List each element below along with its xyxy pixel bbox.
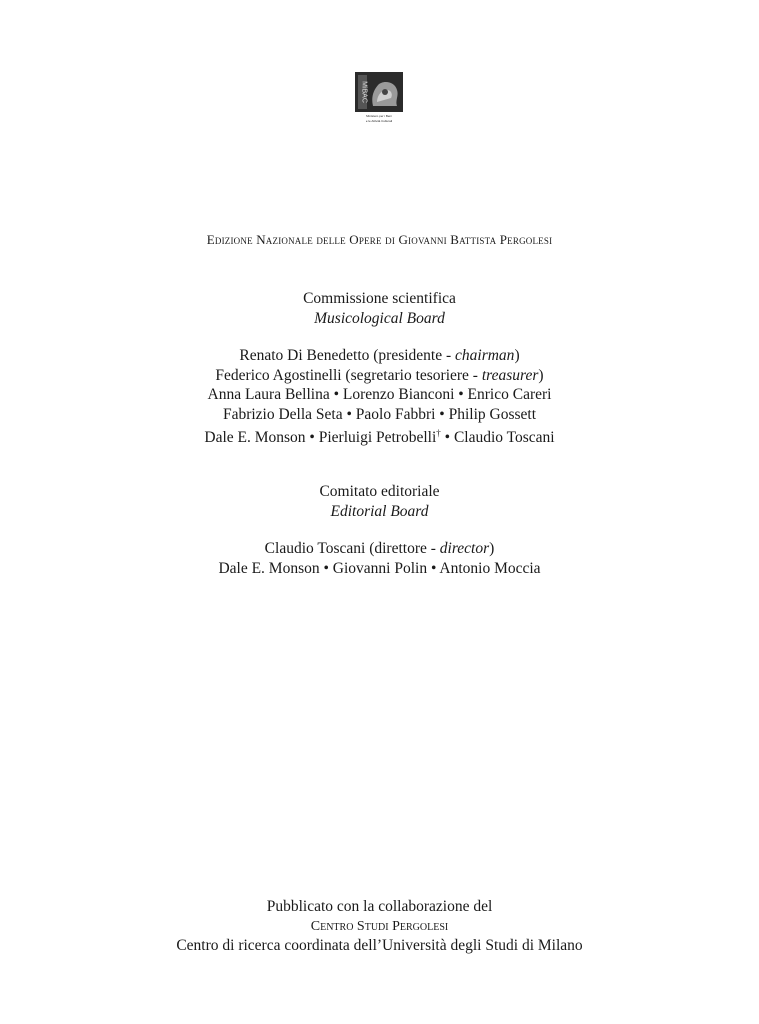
publisher-line-2: Centro Studi Pergolesi [310, 918, 449, 934]
members-line-2: Fabrizio Della Seta • Paolo Fabbri • Philip Gossett [222, 405, 537, 423]
logo-text: MiBAC [360, 81, 368, 103]
chair-role: chairman [455, 347, 515, 364]
series-title: Edizione Nazionale delle Opere di Giovanni Battista Pergolesi [206, 232, 553, 247]
members-line-3a: Dale E. Monson • Pierluigi Petrobelli [204, 429, 437, 447]
chair-close: ) [514, 347, 520, 364]
director-line [0, 539, 759, 559]
chair-line [0, 346, 759, 366]
editorial-board-members [0, 539, 759, 578]
editorial-board-subtitle: Editorial Board [330, 502, 429, 520]
logo-caption-line2: e le Attività Culturali [365, 119, 393, 123]
editorial-board-title: Comitato editoriale [319, 483, 440, 500]
publisher-block [0, 897, 759, 956]
chair-name: Renato Di Benedetto (presidente - [239, 347, 456, 364]
members-line-3 [0, 424, 759, 448]
scientific-board-members [0, 346, 759, 448]
editorial-board-heading [0, 482, 759, 521]
treasurer-role: treasurer [481, 366, 539, 384]
logo-caption-line1: Ministero per i Beni [366, 114, 392, 118]
treasurer-line [0, 366, 759, 386]
editorial-members-line: Dale E. Monson • Giovanni Polin • Antonio Moccia [218, 559, 541, 577]
director-role: director [439, 540, 490, 557]
scientific-board-title: Commissione scientifica [303, 290, 456, 307]
publisher-line-1: Pubblicato con la collaborazione del [266, 898, 493, 915]
scientific-board-subtitle: Musicological Board [314, 309, 445, 327]
scientific-board-heading [0, 289, 759, 328]
mibac-logo-graphic [355, 72, 403, 124]
mibac-logo [355, 72, 403, 124]
members-line-3b: • Claudio Toscani [440, 429, 555, 447]
dagger-mark: † [436, 428, 441, 438]
treasurer-close: ) [538, 366, 544, 384]
director-close: ) [489, 540, 495, 557]
members-line-1: Anna Laura Bellina • Lorenzo Bianconi • Enrico Careri [207, 386, 552, 403]
treasurer-name: Federico Agostinelli (segretario tesoriere - [215, 366, 482, 384]
publisher-line-3: Centro di ricerca coordinata dell’Università degli Studi di Milano [176, 937, 583, 954]
director-name: Claudio Toscani (direttore - [264, 540, 440, 557]
